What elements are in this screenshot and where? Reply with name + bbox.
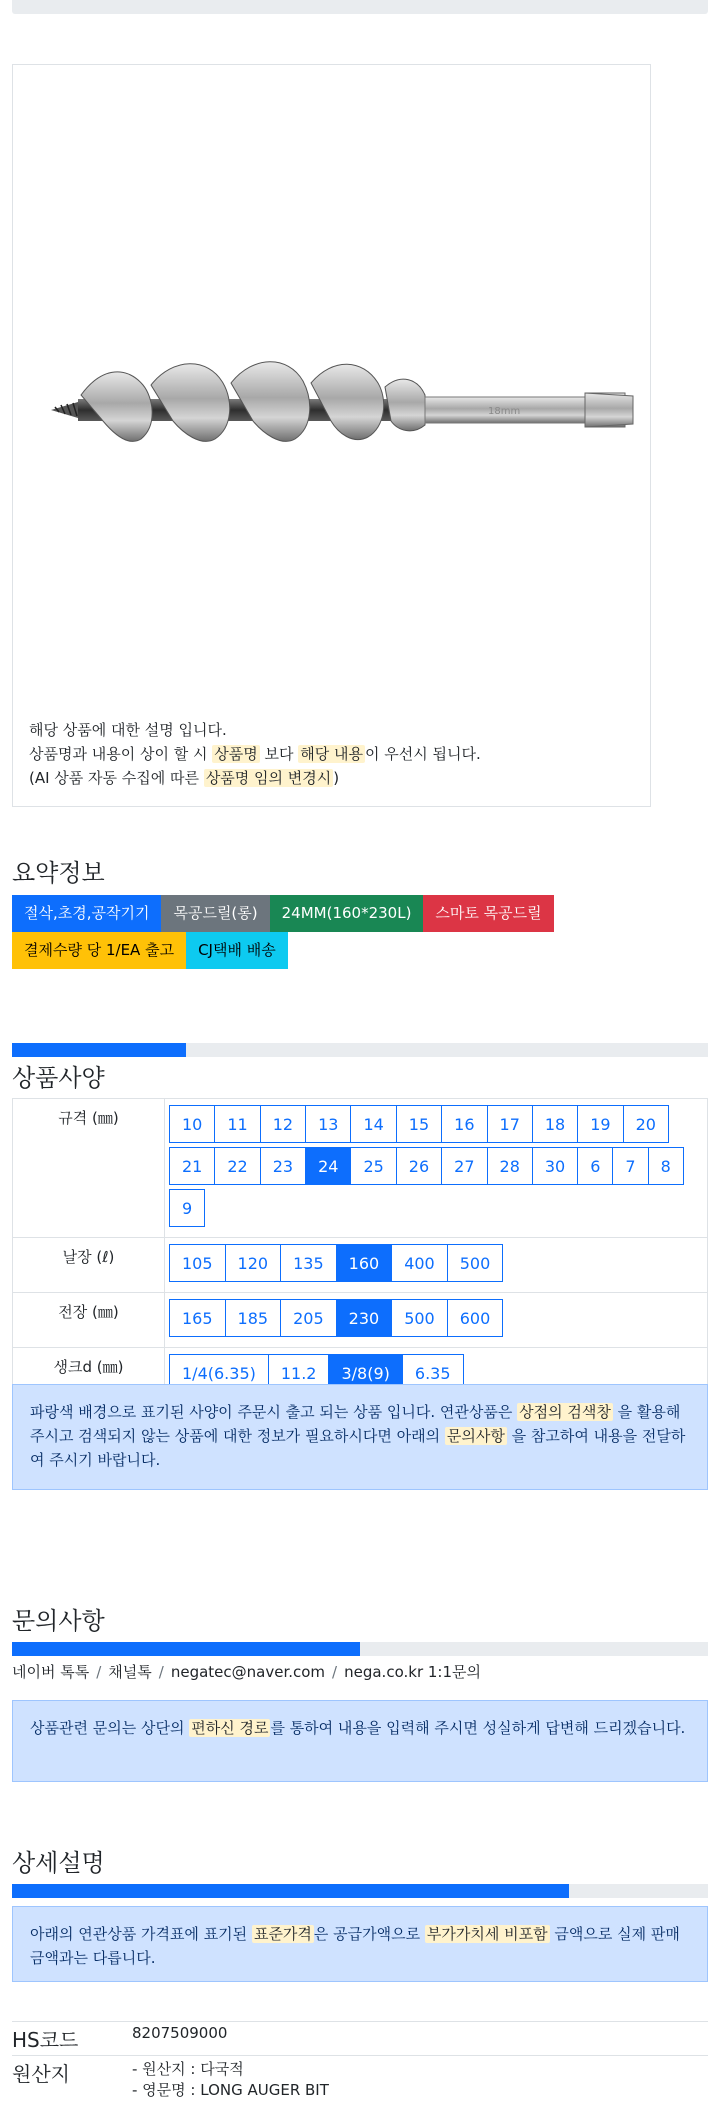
spec-option[interactable]: 105 xyxy=(169,1244,226,1282)
description-text: ) xyxy=(333,769,340,787)
origin-value xyxy=(132,2056,708,2103)
highlight-inquiry: 문의사항 xyxy=(446,1427,505,1445)
size-marking: 18mm xyxy=(488,406,521,417)
spec-option[interactable]: 400 xyxy=(391,1244,448,1282)
highlight-vat-excluded: 부가가치세 비포함 xyxy=(426,1925,548,1943)
notice-text: 상품관련 문의는 상단의 xyxy=(30,1719,185,1737)
notice-text: 를 통하여 내용을 입력해 주시면 성실하게 답변해 드리겠습니다. xyxy=(270,1719,686,1737)
spec-option[interactable]: 26 xyxy=(396,1147,442,1185)
inquiry-title: 문의사항 xyxy=(12,1607,105,1635)
spec-option[interactable]: 16 xyxy=(441,1105,487,1143)
spec-row xyxy=(13,1238,708,1293)
top-divider xyxy=(12,0,708,14)
origin-country: - 원산지 : 다국적 xyxy=(132,2060,244,2078)
inquiry-progress-bar xyxy=(12,1642,708,1656)
spec-option[interactable]: 135 xyxy=(280,1244,337,1282)
spec-option-selected[interactable]: 24 xyxy=(305,1147,351,1185)
spec-label: 날장 (ℓ) xyxy=(13,1238,165,1293)
spec-label: 규격 (㎜) xyxy=(13,1099,165,1238)
spec-option-selected[interactable]: 3/8(9) xyxy=(328,1354,402,1392)
spec-option[interactable]: 25 xyxy=(350,1147,396,1185)
notice-text: 을 활용해 주시고 검색되지 않는 상품에 대한 정보가 필요하시다면 아래의 xyxy=(30,1403,681,1445)
product-info-table xyxy=(12,2021,708,2102)
description-line-2 xyxy=(29,742,481,766)
detail-notice xyxy=(12,1906,708,1982)
product-description xyxy=(29,718,481,790)
description-text: (AI 상품 자동 수집에 따른 xyxy=(29,769,200,787)
summary-badges xyxy=(12,895,612,969)
spec-option[interactable]: 11 xyxy=(214,1105,260,1143)
spec-option[interactable]: 10 xyxy=(169,1105,215,1143)
contact-channel[interactable]: 네이버 톡톡 xyxy=(12,1663,90,1681)
hs-code-row xyxy=(12,2022,708,2056)
spec-option[interactable]: 1/4(6.35) xyxy=(169,1354,269,1392)
spec-row xyxy=(13,1293,708,1348)
spec-label: 생크d (㎜) xyxy=(13,1348,165,1403)
spec-option[interactable]: 9 xyxy=(169,1189,205,1227)
summary-badge: CJ택배 배송 xyxy=(186,932,288,969)
spec-option[interactable]: 20 xyxy=(623,1105,669,1143)
channel-separator: / xyxy=(332,1663,338,1681)
spec-option-selected[interactable]: 230 xyxy=(336,1299,393,1337)
notice-text: 금액으로 실제 판매금액과는 다릅니다. xyxy=(30,1925,680,1967)
spec-option[interactable]: 600 xyxy=(447,1299,504,1337)
contact-channel[interactable]: 채널톡 xyxy=(108,1663,152,1681)
highlight-channel: 편하신 경로 xyxy=(191,1719,269,1737)
highlight-name-change: 상품명 임의 변경시 xyxy=(205,769,332,787)
notice-text: 을 참고하여 내용을 전달하여 주시기 바랍니다. xyxy=(30,1427,686,1469)
spec-option[interactable]: 8 xyxy=(648,1147,684,1185)
notice-text: 은 공급가액으로 xyxy=(313,1925,421,1943)
spec-option[interactable]: 13 xyxy=(305,1105,351,1143)
detail-progress-bar xyxy=(12,1884,708,1898)
detail-progress-fill xyxy=(12,1884,569,1898)
spec-option[interactable]: 17 xyxy=(487,1105,533,1143)
product-image xyxy=(33,355,638,465)
spec-option[interactable]: 14 xyxy=(350,1105,396,1143)
inquiry-progress-fill xyxy=(12,1642,360,1656)
summary-badge: 절삭,초경,공작기기 xyxy=(12,895,161,932)
spec-option[interactable]: 6.35 xyxy=(402,1354,464,1392)
notice-text: 아래의 연관상품 가격표에 표기된 xyxy=(30,1925,248,1943)
spec-row xyxy=(13,1099,708,1238)
spec-option[interactable]: 165 xyxy=(169,1299,226,1337)
spec-option[interactable]: 11.2 xyxy=(268,1354,330,1392)
summary-badge: 결제수량 당 1/EA 출고 xyxy=(12,932,186,969)
spec-label: 전장 (㎜) xyxy=(13,1293,165,1348)
highlight-standard-price: 표준가격 xyxy=(253,1925,312,1943)
spec-option[interactable]: 12 xyxy=(260,1105,306,1143)
spec-options xyxy=(165,1293,708,1348)
origin-english-name: - 영문명 : LONG AUGER BIT xyxy=(132,2081,329,2099)
spec-option-group xyxy=(169,1105,703,1231)
spec-option[interactable]: 21 xyxy=(169,1147,215,1185)
spec-option[interactable]: 500 xyxy=(391,1299,448,1337)
origin-row xyxy=(12,2056,708,2103)
hs-code-label: HS코드 xyxy=(12,2022,132,2056)
channel-separator: / xyxy=(96,1663,102,1681)
spec-option[interactable]: 7 xyxy=(612,1147,648,1185)
spec-option[interactable]: 120 xyxy=(225,1244,282,1282)
description-line-1: 해당 상품에 대한 설명 입니다. xyxy=(29,721,227,739)
detail-title: 상세설명 xyxy=(12,1849,105,1877)
spec-option[interactable]: 28 xyxy=(487,1147,533,1185)
inquiry-notice xyxy=(12,1700,708,1782)
notice-text: 파랑색 배경으로 표기된 사양이 주문시 출고 되는 상품 입니다. 연관상품은 xyxy=(30,1403,513,1421)
channel-separator: / xyxy=(158,1663,164,1681)
spec-option-selected[interactable]: 160 xyxy=(336,1244,393,1282)
spec-option[interactable]: 27 xyxy=(441,1147,487,1185)
spec-option-group xyxy=(169,1299,703,1341)
spec-title: 상품사양 xyxy=(12,1064,105,1092)
contact-channels xyxy=(12,1661,481,1682)
spec-option[interactable]: 30 xyxy=(532,1147,578,1185)
highlight-content: 해당 내용 xyxy=(300,745,364,763)
spec-option[interactable]: 19 xyxy=(577,1105,623,1143)
description-text: 보다 xyxy=(264,745,294,763)
description-text: 상품명과 내용이 상이 할 시 xyxy=(29,745,208,763)
spec-option[interactable]: 6 xyxy=(577,1147,613,1185)
spec-notice xyxy=(12,1384,708,1490)
spec-options xyxy=(165,1238,708,1293)
spec-option[interactable]: 205 xyxy=(280,1299,337,1337)
spec-option-group xyxy=(169,1244,703,1286)
spec-progress-bar xyxy=(12,1043,708,1057)
summary-badge: 24MM(160*230L) xyxy=(270,895,424,932)
hs-code-value: 8207509000 xyxy=(132,2022,708,2056)
spec-option[interactable]: 500 xyxy=(447,1244,504,1282)
summary-badge: 목공드릴(롱) xyxy=(161,895,269,932)
description-line-3 xyxy=(29,766,481,790)
contact-channel[interactable]: negatec@naver.com xyxy=(170,1663,326,1681)
spec-option[interactable]: 15 xyxy=(396,1105,442,1143)
product-image-frame xyxy=(12,64,651,807)
spec-option[interactable]: 185 xyxy=(225,1299,282,1337)
description-text: 이 우선시 됩니다. xyxy=(365,745,481,763)
spec-option[interactable]: 18 xyxy=(532,1105,578,1143)
highlight-store-search: 상점의 검색창 xyxy=(519,1403,611,1421)
spec-table xyxy=(12,1098,708,1403)
spec-option[interactable]: 23 xyxy=(260,1147,306,1185)
spec-options xyxy=(165,1099,708,1238)
spec-progress-fill xyxy=(12,1043,186,1057)
summary-title: 요약정보 xyxy=(12,859,105,887)
highlight-product-name: 상품명 xyxy=(214,745,258,763)
origin-label: 원산지 xyxy=(12,2056,132,2103)
spec-option[interactable]: 22 xyxy=(214,1147,260,1185)
contact-channel[interactable]: nega.co.kr 1:1문의 xyxy=(344,1663,481,1681)
summary-badge: 스마토 목공드릴 xyxy=(423,895,553,932)
